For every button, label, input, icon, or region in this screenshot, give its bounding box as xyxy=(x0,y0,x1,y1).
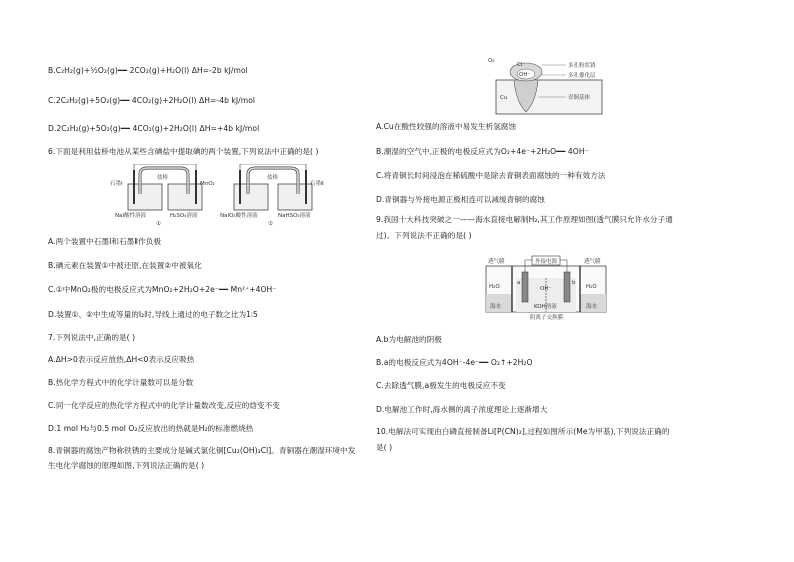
q8-option-b: B.潮湿的空气中,正极的电极反应式为O₂+4e⁻+2H₂O━━ 4OH⁻ xyxy=(376,147,589,156)
q6-option-a: A.两个装置中石墨Ⅰ和石墨Ⅱ作负极 xyxy=(48,237,162,246)
question-9-line-1: 9.我国十大科技突破之一——海水直接电解制H₂,其工作原理如图(透气膜只允许水分子通 xyxy=(376,215,673,224)
hydroxide-label: OH⁻ xyxy=(519,72,531,78)
q9-option-c: C.去除透气膜,a极发生的电极反应不变 xyxy=(376,381,506,390)
salt-bridge-diagram xyxy=(110,164,340,226)
question-6: 6.下面是利用盐桥电池从某些含碘盐中提取碘的两个装置,下列说法中正确的是( ) xyxy=(48,147,319,156)
apparatus-1-mark: ① xyxy=(156,221,161,226)
question-7: 7.下列说法中,正确的是( ) xyxy=(48,333,136,342)
q6-option-b: B.碘元素在装置①中被还原,在装置②中被氧化 xyxy=(48,261,202,270)
q6-option-d: D.装置①、②中生成等量的I₂时,导线上通过的电子数之比为1∶5 xyxy=(48,310,258,319)
graphite-2-label: 石墨Ⅱ xyxy=(310,181,324,187)
q9-option-a: A.b为电解池的阴极 xyxy=(376,335,442,344)
anion-exchange-membrane-label: 阴离子交换膜 xyxy=(530,315,564,320)
question-10-line-1: 10.电解法可实现由白磷直接制备Li[P(CN)₂],过程如图所示(Me为甲基),下列说法正确的 xyxy=(376,427,670,436)
mno2-label: MnO₂ xyxy=(200,181,215,187)
q9-option-b: B.a的电极反应式为4OH⁻-4e⁻━━ O₂↑+2H₂O xyxy=(376,358,533,367)
salt-bridge-1-label: 盐桥 xyxy=(157,175,169,181)
q8-option-d: D.青铜器与外接电源正极相连可以减缓青铜的腐蚀 xyxy=(376,195,545,204)
solution-2b-label: NaHSO₃溶液 xyxy=(278,213,311,219)
copper-label: Cu xyxy=(500,95,508,101)
solution-1a-label: NaI酸性溶液 xyxy=(115,213,147,219)
membrane-left-label: 透气膜 xyxy=(488,259,505,265)
porous-rust-label: 多孔粉状锈 xyxy=(568,63,596,69)
apparatus-1 xyxy=(128,164,202,210)
q7-option-a: A.ΔH>0表示反应放热,ΔH<0表示反应吸热 xyxy=(48,355,195,364)
q9-option-d: D.电解池工作时,海水侧的离子浓度理论上逐渐增大 xyxy=(376,405,548,414)
bronze-substrate-label: 青铜基体 xyxy=(568,95,591,101)
question-10-line-2: 是( ) xyxy=(376,443,393,452)
question-8-line-2: 生电化学腐蚀的原理如图,下列说法正确的是( ) xyxy=(48,461,205,470)
water-left-label: H₂O xyxy=(489,284,500,290)
salt-bridge-2-label: 盐桥 xyxy=(267,175,279,181)
q8-option-c: C.将青铜长时间浸泡在稀硫酸中是除去青铜表面腐蚀的一种有效方法 xyxy=(376,171,606,180)
solution-1b-label: H₂SO₄溶液 xyxy=(170,213,198,219)
electrode-b-label: b xyxy=(572,280,576,286)
q6-option-c: C.①中MnO₂极的电极反应式为MnO₂+2H₂O+2e⁻━━ Mn²⁺+4OH⁻ xyxy=(48,285,277,294)
q7-option-c: C.同一化学反应的热化学方程式中的化学计量数改变,反应的焓变不变 xyxy=(48,401,280,410)
solution-2a-label: NaIO₃酸性溶液 xyxy=(220,213,258,219)
seawater-electrolysis-diagram xyxy=(480,254,612,320)
membrane-right-label: 透气膜 xyxy=(584,259,601,265)
hydroxide-ion-label: OH⁻ xyxy=(540,286,552,292)
apparatus-2 xyxy=(234,164,312,210)
chloride-label: Cl⁻ xyxy=(517,62,526,68)
q7-option-b: B.热化学方程式中的化学计量数可以是分数 xyxy=(48,378,194,387)
q7-option-d: D.1 mol H₂与0.5 mol O₂反应放出的热就是H₂的标准燃烧热 xyxy=(48,424,254,433)
power-supply-label: 外接电源 xyxy=(535,259,558,265)
koh-solution-label: KOH溶液 xyxy=(534,304,557,310)
seawater-right-label: 海水 xyxy=(586,304,598,310)
graphite-1-label: 石墨Ⅰ xyxy=(110,181,123,187)
option-d: D.2C₂H₂(g)+5O₂(g)━━ 4CO₂(g)+2H₂O(l) ΔH=+4b kJ/mol xyxy=(48,124,260,133)
option-b: B.C₂H₂(g)+⁵⁄₂O₂(g)━━ 2CO₂(g)+H₂O(l) ΔH=-2b kJ/mol xyxy=(48,66,248,75)
catalytic-layer-label: 多孔催化层 xyxy=(568,73,596,79)
seawater-left-label: 海水 xyxy=(490,304,502,310)
question-8-line-1: 8.青铜器的腐蚀产物称铁锈的主要成分是碱式氯化铜[Cu₂(OH)₃Cl]。青铜器在潮湿环境中发 xyxy=(48,446,356,455)
option-c: C.2C₂H₂(g)+5O₂(g)━━ 4CO₂(g)+2H₂O(l) ΔH=-4b kJ/mol xyxy=(48,96,256,105)
apparatus-2-mark: ② xyxy=(268,221,273,226)
electrode-a-label: a xyxy=(517,280,521,286)
question-9-line-2: 过)。下列说法不正确的是( ) xyxy=(376,231,472,240)
water-right-label: H₂O xyxy=(586,284,597,290)
oxygen-label: O₂ xyxy=(488,58,495,64)
q8-option-a: A.Cu在酸性较强的溶液中易发生析氢腐蚀 xyxy=(376,122,517,131)
bronze-corrosion-diagram xyxy=(486,54,626,116)
